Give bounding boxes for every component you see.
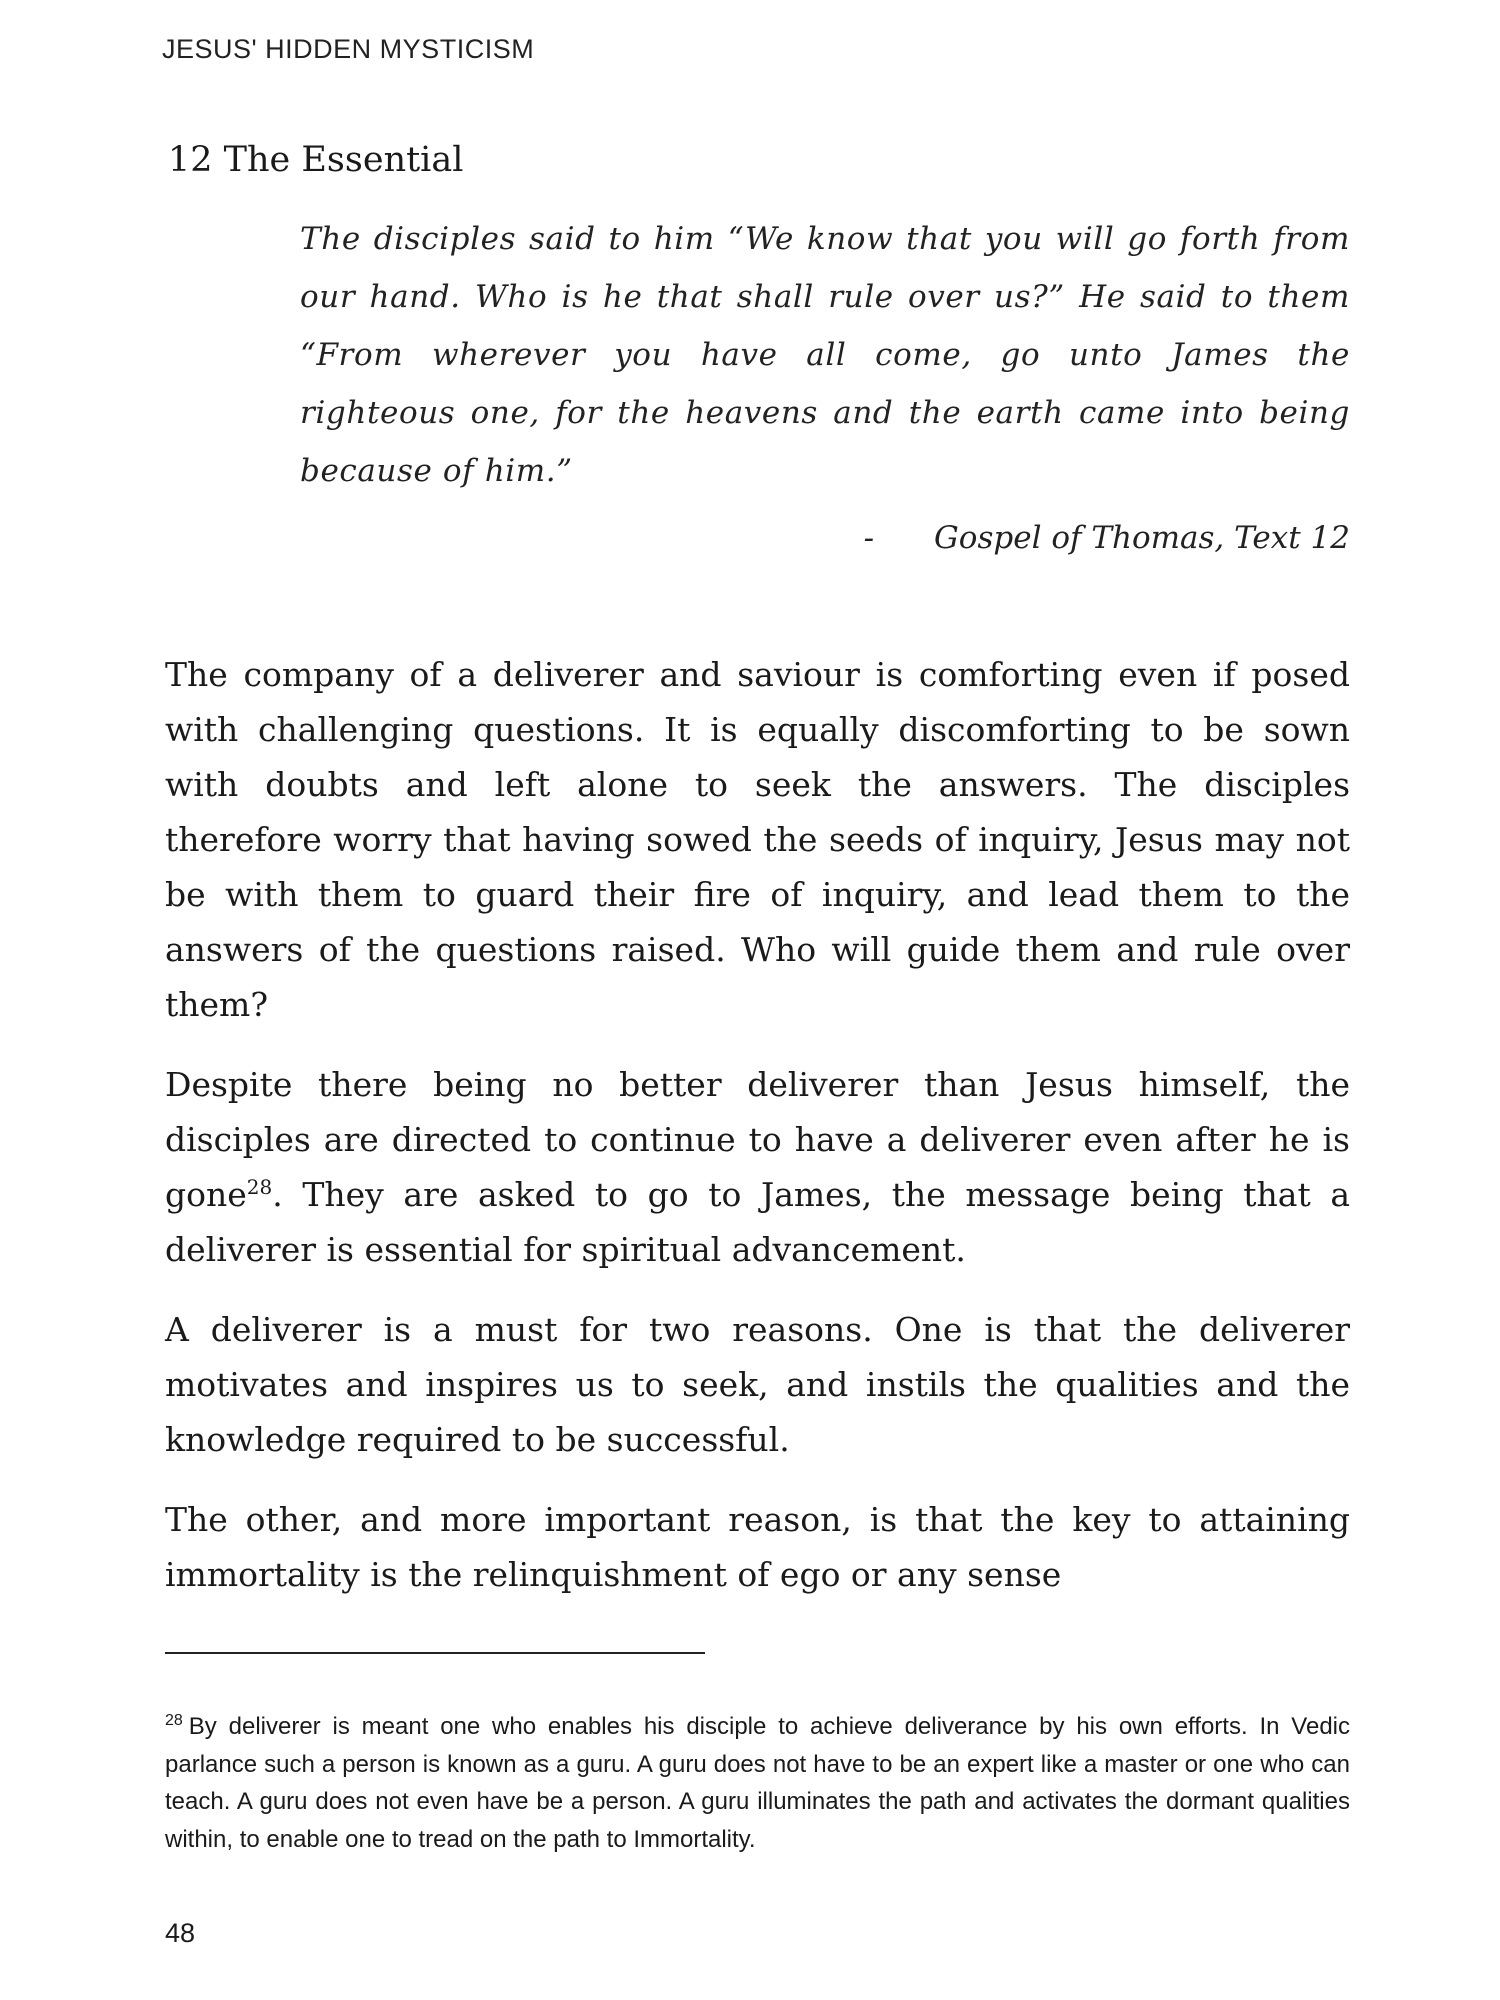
running-header: JESUS' HIDDEN MYSTICISM [162,34,535,64]
paragraph-4: The other, and more important reason, is that the key to attaining immortality is the relinquishment of ego or any sense [165,1500,1350,1594]
footnote [165,1708,1350,1858]
body-text [165,647,1350,1627]
paragraph-2 [165,1057,1350,1277]
footnote-number: 28 [165,1712,183,1729]
page-number: 48 [165,1918,196,1948]
paragraph-1: The company of a deliverer and saviour is comforting even if posed with challenging questions. It is equally discomforting to be sown with doubts and left alone to seek the answers. The disciples therefore worry that having sowed the seeds of inquiry, Jesus may not be with them to guard their fire of inquiry, and lead them to the answers of the questions raised. Who will guide them and rule over them? [165,655,1350,1024]
epigraph-dash: - [863,520,875,556]
paragraph-2-text: Despite there being no better deliverer than Jesus himself, the disciples are directed to continue to have a deliverer even after he is gone [165,1065,1350,1214]
paragraph-2-text-end: . They are asked to go to James, the message being that a deliverer is essential for spiritual advancement. [165,1175,1350,1269]
footnote-divider [165,1652,705,1654]
paragraph-3: A deliverer is a must for two reasons. One is that the deliverer motivates and inspires us to seek, and instils the qualities and the knowledge required to be successful. [165,1310,1350,1459]
footnote-text: By deliverer is meant one who enables his disciple to achieve deliverance by his own efforts. In Vedic parlance such a person is known as a guru. A guru does not have to be an expert like a master or one who can teach. A guru does not even have be a person. A guru illuminates the path and activates the dormant qualities within, to enable one to tread on the path to Immortality. [165,1713,1350,1853]
epigraph-citation: Gospel of Thomas, Text 12 [934,520,1350,556]
section-title: 12 The Essential [168,140,464,180]
epigraph-quote: The disciples said to him “We know that you will go forth from our hand. Who is he that shall rule over us?” He said to them “From wherever you have all come, go unto James the righteous one, for the heavens and the earth came into being because of him.” [300,221,1350,489]
epigraph-source [864,520,1350,556]
footnote-reference[interactable]: 28 [246,1175,273,1199]
